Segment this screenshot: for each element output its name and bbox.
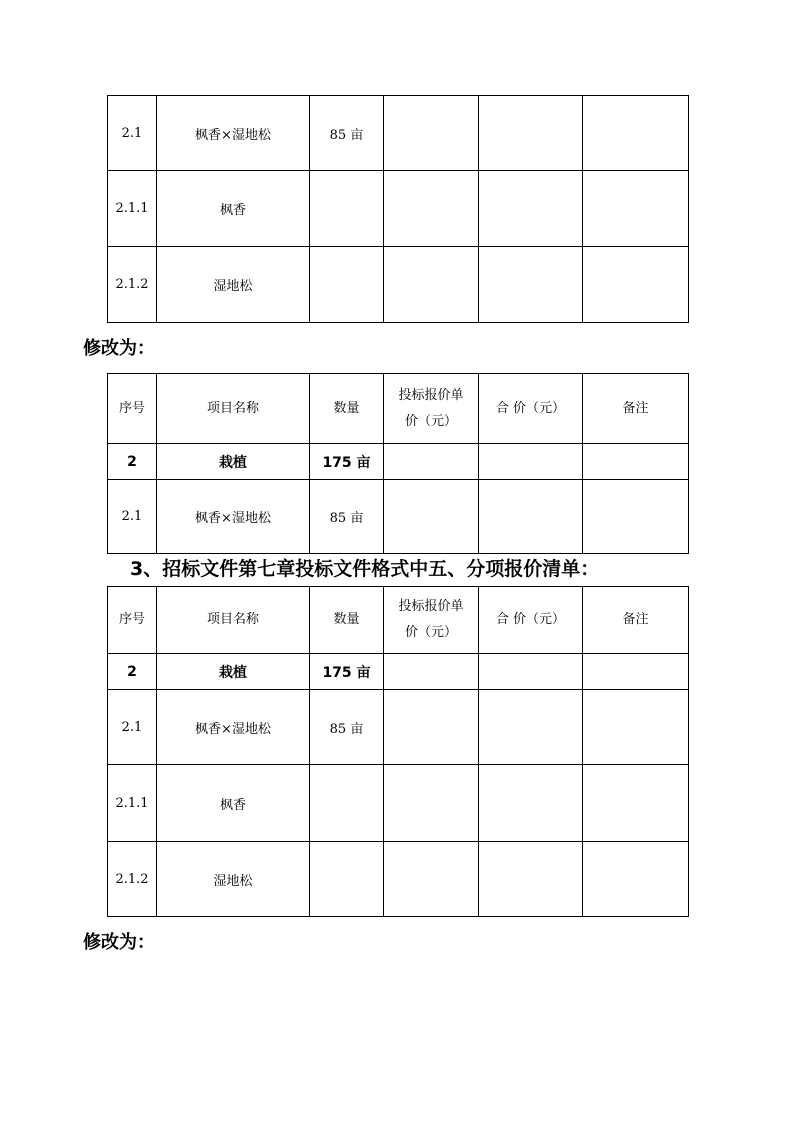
cell-serial-number: 2.1: [108, 480, 157, 554]
cell-serial-number: 2.1.1: [108, 765, 157, 842]
cell-total-price: [479, 96, 583, 171]
header-unit-price: [384, 374, 479, 444]
cell-unit-price: [384, 842, 479, 917]
table-row: [108, 654, 689, 690]
cell-serial-number: 2.1.2: [108, 842, 157, 917]
table-header-row: [108, 587, 689, 654]
header-quantity: 数量: [310, 587, 384, 654]
cell-total-price: [479, 654, 583, 690]
cell-quantity: 175 亩: [310, 444, 384, 480]
cell-quantity: [310, 842, 384, 917]
cell-item-name: 湿地松: [157, 247, 310, 323]
header-quantity: 数量: [310, 374, 384, 444]
top-margin: [0, 0, 794, 95]
cell-remarks: [583, 480, 689, 554]
cell-unit-price: [384, 765, 479, 842]
table-row: [108, 247, 689, 323]
cell-item-name: 湿地松: [157, 842, 310, 917]
header-unit-price-label: 投标报价单价（元）: [398, 599, 464, 640]
cell-quantity: [310, 765, 384, 842]
cell-remarks: [583, 690, 689, 765]
cell-remarks: [583, 171, 689, 247]
cell-item-name: 栽植: [157, 654, 310, 690]
revised-price-table: [107, 373, 689, 554]
cell-item-name: 枫香: [157, 171, 310, 247]
header-item-name: 项目名称: [157, 587, 310, 654]
continued-price-table: [107, 95, 689, 323]
cell-total-price: [479, 765, 583, 842]
cell-unit-price: [384, 480, 479, 554]
cell-serial-number: 2.1: [108, 96, 157, 171]
cell-quantity: 175 亩: [310, 654, 384, 690]
header-unit-price-label: 投标报价单价（元）: [398, 387, 464, 429]
cell-remarks: [583, 96, 689, 171]
cell-unit-price: [384, 171, 479, 247]
section3-price-table: [107, 586, 689, 917]
cell-quantity: [310, 171, 384, 247]
table-row: [108, 171, 689, 247]
header-serial-number: 序号: [108, 374, 157, 444]
header-remarks: 备注: [583, 374, 689, 444]
modify-to-label: 修改为：: [83, 932, 155, 953]
cell-total-price: [479, 480, 583, 554]
section3-heading: 3、招标文件第七章投标文件格式中五、分项报价清单：: [130, 558, 600, 580]
table-row: [108, 765, 689, 842]
cell-unit-price: [384, 444, 479, 480]
cell-remarks: [583, 765, 689, 842]
cell-serial-number: 2: [108, 654, 157, 690]
cell-serial-number: 2: [108, 444, 157, 480]
table-row: [108, 96, 689, 171]
header-total-price: 合 价（元）: [479, 587, 583, 654]
cell-unit-price: [384, 96, 479, 171]
modify-to-label: 修改为：: [83, 338, 155, 359]
cell-item-name: 枫香: [157, 765, 310, 842]
cell-serial-number: 2.1.1: [108, 171, 157, 247]
cell-remarks: [583, 654, 689, 690]
cell-unit-price: [384, 654, 479, 690]
cell-total-price: [479, 444, 583, 480]
table-row: [108, 444, 689, 480]
cell-remarks: [583, 842, 689, 917]
cell-unit-price: [384, 247, 479, 323]
cell-total-price: [479, 247, 583, 323]
cell-total-price: [479, 842, 583, 917]
cell-item-name: 枫香×湿地松: [157, 96, 310, 171]
table-row: [108, 480, 689, 554]
cell-total-price: [479, 690, 583, 765]
cell-item-name: 枫香×湿地松: [157, 480, 310, 554]
cell-item-name: 枫香×湿地松: [157, 690, 310, 765]
cell-item-name: 栽植: [157, 444, 310, 480]
cell-serial-number: 2.1: [108, 690, 157, 765]
cell-quantity: 85 亩: [310, 690, 384, 765]
cell-total-price: [479, 171, 583, 247]
cell-serial-number: 2.1.2: [108, 247, 157, 323]
header-unit-price: [384, 587, 479, 654]
cell-remarks: [583, 247, 689, 323]
table-header-row: [108, 374, 689, 444]
cell-unit-price: [384, 690, 479, 765]
table-row: [108, 690, 689, 765]
table-row: [108, 842, 689, 917]
header-item-name: 项目名称: [157, 374, 310, 444]
header-total-price: 合 价（元）: [479, 374, 583, 444]
cell-remarks: [583, 444, 689, 480]
cell-quantity: 85 亩: [310, 96, 384, 171]
cell-quantity: [310, 247, 384, 323]
header-serial-number: 序号: [108, 587, 157, 654]
header-remarks: 备注: [583, 587, 689, 654]
cell-quantity: 85 亩: [310, 480, 384, 554]
